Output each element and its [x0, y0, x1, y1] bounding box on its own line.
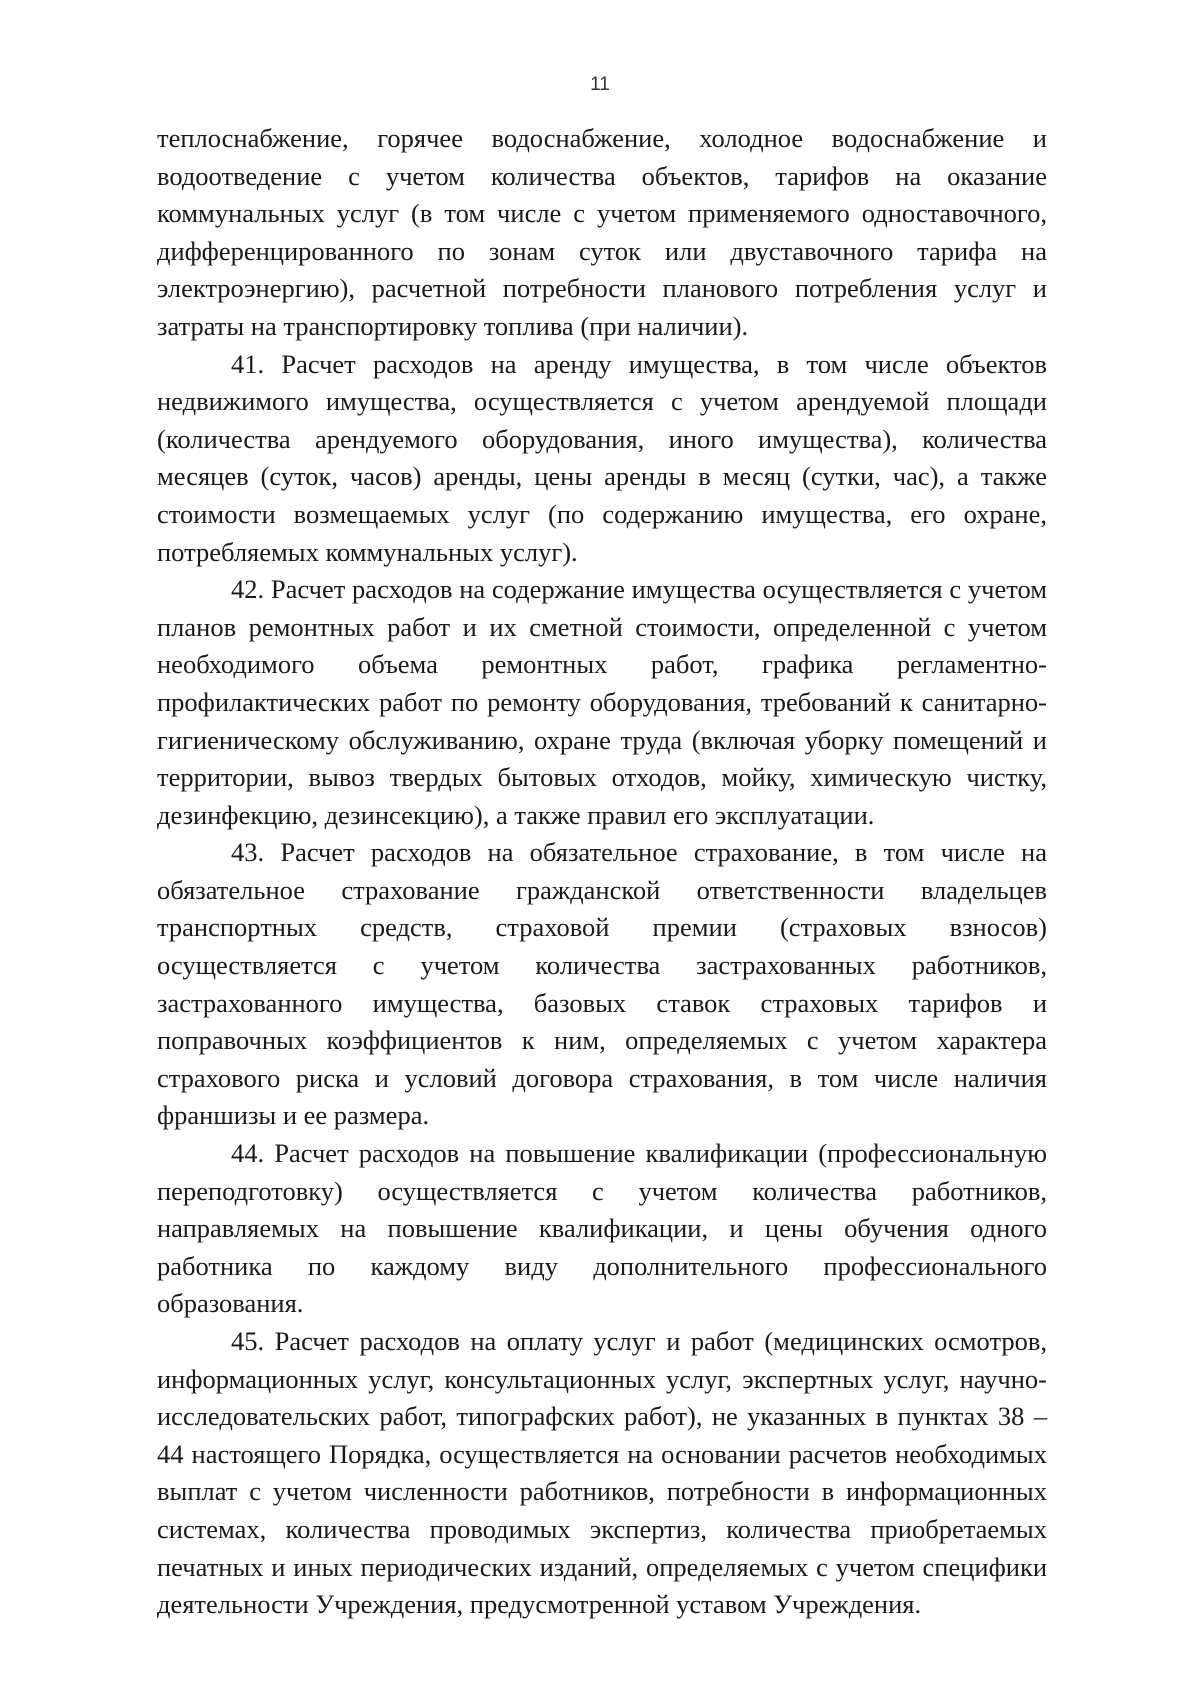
paragraph-continuation: теплоснабжение, горячее водоснабжение, холодное водоснабжение и водоотведение с учетом количества объектов, тарифов на оказание коммунальных услуг (в том числе с учетом применяемого одноставочного, дифференцированного по зонам суток или двуставочного тарифа на электроэнергию), расчетной потребности планового потребления услуг и затраты на транспортировку топлива (при наличии). [157, 123, 1047, 341]
paragraph-item-43: 43. Расчет расходов на обязательное страхование, в том числе на обязательное страхование гражданской ответственности владельцев транспортных средств, страховой премии (страховых взносов) осуществляется с учетом количества застрахованных работников, застрахованного имущества, базовых ставок страховых тарифов и поправочных коэффициентов к ним, определяемых с учетом характера страхового риска и условий договора страхования, в том числе наличия франшизы и ее размера. [157, 837, 1047, 1131]
document-body [157, 120, 1047, 1624]
page-number: 11 [590, 74, 610, 95]
paragraph-item-42: 42. Расчет расходов на содержание имущества осуществляется с учетом планов ремонтных работ и их сметной стоимости, определенной с учетом необходимого объема ремонтных работ, графика регламентно-профилактических работ по ремонту оборудования, требований к санитарно-гигиеническому обслуживанию, охране труда (включая уборку помещений и территории, вывоз твердых бытовых отходов, мойку, химическую чистку, дезинфекцию, дезинсекцию), а также правил его эксплуатации. [157, 574, 1047, 830]
paragraph-item-41: 41. Расчет расходов на аренду имущества, в том числе объектов недвижимого имущества, осуществляется с учетом арендуемой площади (количества арендуемого оборудования, иного имущества), количества месяцев (суток, часов) аренды, цены аренды в месяц (сутки, час), а также стоимости возмещаемых услуг (по содержанию имущества, его охране, потребляемых коммунальных услуг). [157, 348, 1047, 567]
paragraph-item-44: 44. Расчет расходов на повышение квалификации (профессиональную переподготовку) осуществляется с учетом количества работников, направляемых на повышение квалификации, и цены обучения одного работника по каждому виду дополнительного профессионального образования. [157, 1138, 1047, 1319]
paragraph-item-45: 45. Расчет расходов на оплату услуг и работ (медицинских осмотров, информационных услуг, консультационных услуг, экспертных услуг, научно-исследовательских работ, типографских работ), не указанных в пунктах 38 – 44 настоящего Порядка, осуществляется на основании расчетов необходимых выплат с учетом численности работников, потребности в информационных системах, количества проводимых экспертиз, количества приобретаемых печатных и иных периодических изданий, определяемых с учетом специфики деятельности Учреждения, предусмотренной уставом Учреждения. [157, 1326, 1047, 1620]
